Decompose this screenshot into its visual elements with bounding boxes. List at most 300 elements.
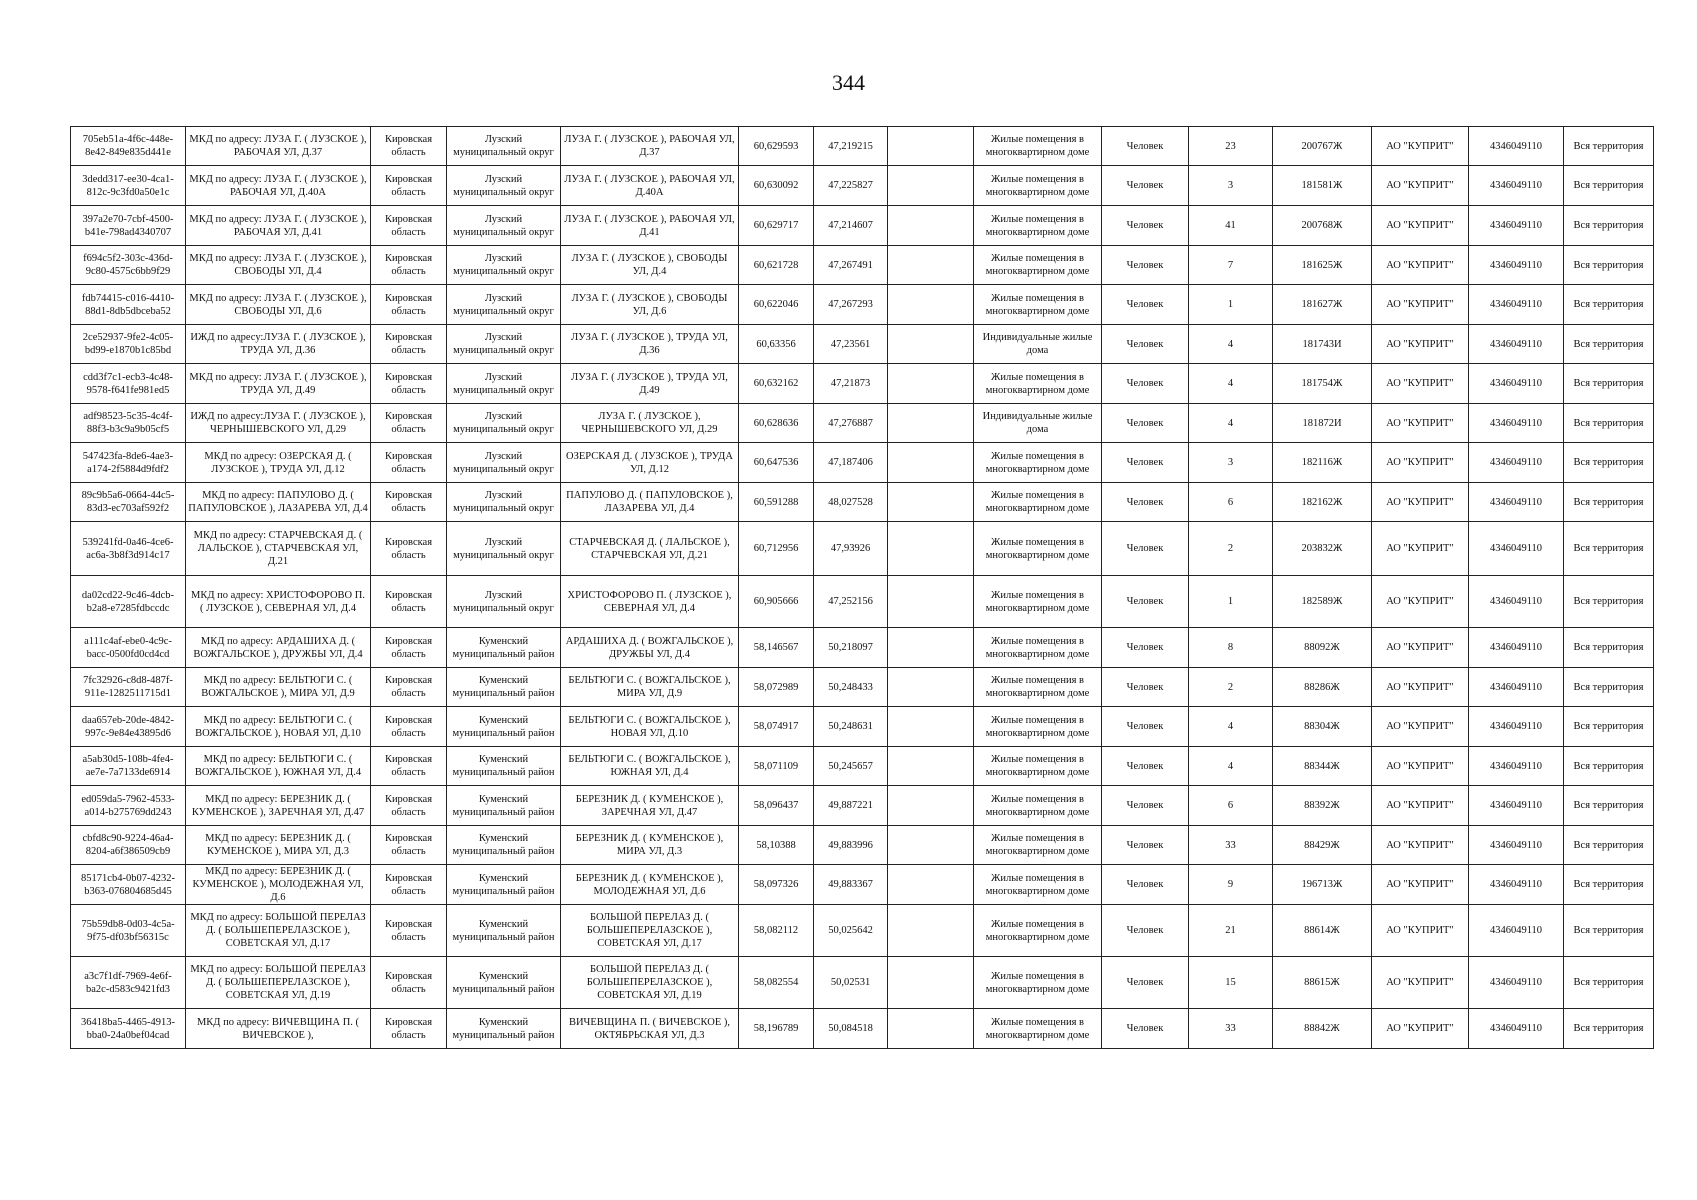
cell-region: Кировская область	[371, 707, 447, 747]
cell-unit: Человек	[1102, 576, 1189, 628]
cell-object-code: 196713Ж	[1273, 865, 1372, 905]
cell-latitude: 58,082112	[739, 905, 814, 957]
cell-object-code: 88092Ж	[1273, 628, 1372, 668]
cell-territory: Вся территория	[1564, 404, 1654, 443]
cell-object-category: Жилые помещения в многоквартирном доме	[974, 364, 1102, 404]
cell-count: 3	[1189, 443, 1273, 483]
cell-longitude: 47,267491	[814, 246, 888, 285]
cell-region: Кировская область	[371, 957, 447, 1009]
cell-inn: 4346049110	[1469, 246, 1564, 285]
cell-unit: Человек	[1102, 826, 1189, 865]
cell-longitude: 50,248433	[814, 668, 888, 707]
cell-longitude: 47,214607	[814, 206, 888, 246]
cell-territory: Вся территория	[1564, 1009, 1654, 1049]
cell-territory: Вся территория	[1564, 747, 1654, 786]
cell-territory: Вся территория	[1564, 707, 1654, 747]
cell-region: Кировская область	[371, 576, 447, 628]
cell-address: ЛУЗА Г. ( ЛУЗСКОЕ ), ТРУДА УЛ, Д.49	[561, 364, 739, 404]
cell-latitude: 58,097326	[739, 865, 814, 905]
cell-inn: 4346049110	[1469, 404, 1564, 443]
cell-region: Кировская область	[371, 206, 447, 246]
cell-municipality: Лузский муниципальный округ	[447, 443, 561, 483]
cell-unit: Человек	[1102, 747, 1189, 786]
cell-unit: Человек	[1102, 483, 1189, 522]
cell-inn: 4346049110	[1469, 364, 1564, 404]
cell-inn: 4346049110	[1469, 905, 1564, 957]
cell-count: 4	[1189, 707, 1273, 747]
cell-municipality: Лузский муниципальный округ	[447, 166, 561, 206]
cell-address: БЕЛЬТЮГИ С. ( ВОЖГАЛЬСКОЕ ), МИРА УЛ, Д.9	[561, 668, 739, 707]
cell-object-description: МКД по адресу: ОЗЕРСКАЯ Д. ( ЛУЗСКОЕ ), ТРУДА УЛ, Д.12	[186, 443, 371, 483]
cell-object-category: Жилые помещения в многоквартирном доме	[974, 707, 1102, 747]
cell-empty-field	[888, 246, 974, 285]
cell-region: Кировская область	[371, 364, 447, 404]
cell-address: БЕЛЬТЮГИ С. ( ВОЖГАЛЬСКОЕ ), НОВАЯ УЛ, Д.10	[561, 707, 739, 747]
cell-organization: АО "КУПРИТ"	[1372, 246, 1469, 285]
cell-unit: Человек	[1102, 246, 1189, 285]
cell-object-category: Жилые помещения в многоквартирном доме	[974, 166, 1102, 206]
cell-address: ХРИСТОФОРОВО П. ( ЛУЗСКОЕ ), СЕВЕРНАЯ УЛ, Д.4	[561, 576, 739, 628]
cell-territory: Вся территория	[1564, 364, 1654, 404]
table-row	[71, 443, 1654, 483]
cell-organization: АО "КУПРИТ"	[1372, 707, 1469, 747]
cell-municipality: Куменский муниципальный район	[447, 865, 561, 905]
cell-organization: АО "КУПРИТ"	[1372, 325, 1469, 364]
cell-count: 23	[1189, 127, 1273, 166]
cell-territory: Вся территория	[1564, 246, 1654, 285]
cell-longitude: 47,252156	[814, 576, 888, 628]
table-row	[71, 957, 1654, 1009]
cell-object-category: Жилые помещения в многоквартирном доме	[974, 1009, 1102, 1049]
cell-count: 4	[1189, 325, 1273, 364]
cell-address: БОЛЬШОЙ ПЕРЕЛАЗ Д. ( БОЛЬШЕПЕРЕЛАЗСКОЕ ), СОВЕТСКАЯ УЛ, Д.17	[561, 905, 739, 957]
cell-inn: 4346049110	[1469, 826, 1564, 865]
cell-inn: 4346049110	[1469, 576, 1564, 628]
cell-empty-field	[888, 404, 974, 443]
cell-empty-field	[888, 522, 974, 576]
table-row	[71, 747, 1654, 786]
cell-object-code: 181625Ж	[1273, 246, 1372, 285]
cell-object-category: Жилые помещения в многоквартирном доме	[974, 865, 1102, 905]
cell-object-description: МКД по адресу: ВИЧЕВЩИНА П. ( ВИЧЕВСКОЕ ),	[186, 1009, 371, 1049]
cell-record-id: 7fc32926-c8d8-487f-911e-1282511715d1	[71, 668, 186, 707]
cell-record-id: 36418ba5-4465-4913-bba0-24a0bef04cad	[71, 1009, 186, 1049]
cell-longitude: 49,883996	[814, 826, 888, 865]
cell-region: Кировская область	[371, 325, 447, 364]
cell-inn: 4346049110	[1469, 747, 1564, 786]
cell-organization: АО "КУПРИТ"	[1372, 747, 1469, 786]
cell-territory: Вся территория	[1564, 483, 1654, 522]
cell-latitude: 60,63356	[739, 325, 814, 364]
cell-organization: АО "КУПРИТ"	[1372, 443, 1469, 483]
cell-record-id: 89c9b5a6-0664-44c5-83d3-ec703af592f2	[71, 483, 186, 522]
cell-object-description: МКД по адресу: ПАПУЛОВО Д. ( ПАПУЛОВСКОЕ ), ЛАЗАРЕВА УЛ, Д.4	[186, 483, 371, 522]
cell-record-id: cbfd8c90-9224-46a4-8204-a6f386509cb9	[71, 826, 186, 865]
table-row	[71, 786, 1654, 826]
cell-territory: Вся территория	[1564, 628, 1654, 668]
cell-organization: АО "КУПРИТ"	[1372, 576, 1469, 628]
cell-municipality: Лузский муниципальный округ	[447, 127, 561, 166]
cell-object-description: МКД по адресу: ХРИСТОФОРОВО П. ( ЛУЗСКОЕ ), СЕВЕРНАЯ УЛ, Д.4	[186, 576, 371, 628]
cell-empty-field	[888, 905, 974, 957]
cell-empty-field	[888, 364, 974, 404]
cell-organization: АО "КУПРИТ"	[1372, 364, 1469, 404]
cell-object-description: МКД по адресу: БЕЛЬТЮГИ С. ( ВОЖГАЛЬСКОЕ ), МИРА УЛ, Д.9	[186, 668, 371, 707]
cell-record-id: ed059da5-7962-4533-a014-b275769dd243	[71, 786, 186, 826]
cell-inn: 4346049110	[1469, 206, 1564, 246]
cell-count: 4	[1189, 747, 1273, 786]
cell-municipality: Лузский муниципальный округ	[447, 364, 561, 404]
cell-inn: 4346049110	[1469, 127, 1564, 166]
cell-region: Кировская область	[371, 668, 447, 707]
cell-latitude: 58,146567	[739, 628, 814, 668]
cell-empty-field	[888, 786, 974, 826]
cell-record-id: f694c5f2-303c-436d-9c80-4575c6bb9f29	[71, 246, 186, 285]
cell-object-code: 88842Ж	[1273, 1009, 1372, 1049]
cell-region: Кировская область	[371, 747, 447, 786]
cell-empty-field	[888, 576, 974, 628]
cell-organization: АО "КУПРИТ"	[1372, 1009, 1469, 1049]
cell-object-category: Жилые помещения в многоквартирном доме	[974, 905, 1102, 957]
cell-unit: Человек	[1102, 166, 1189, 206]
cell-longitude: 50,025642	[814, 905, 888, 957]
cell-record-id: 3dedd317-ee30-4ca1-812c-9c3fd0a50e1c	[71, 166, 186, 206]
cell-address: БЕЛЬТЮГИ С. ( ВОЖГАЛЬСКОЕ ), ЮЖНАЯ УЛ, Д.4	[561, 747, 739, 786]
cell-longitude: 47,219215	[814, 127, 888, 166]
cell-object-code: 181627Ж	[1273, 285, 1372, 325]
cell-object-description: МКД по адресу: БЕРЕЗНИК Д. ( КУМЕНСКОЕ ), МИРА УЛ, Д.3	[186, 826, 371, 865]
cell-longitude: 48,027528	[814, 483, 888, 522]
cell-unit: Человек	[1102, 668, 1189, 707]
cell-address: БЕРЕЗНИК Д. ( КУМЕНСКОЕ ), ЗАРЕЧНАЯ УЛ, Д.47	[561, 786, 739, 826]
cell-municipality: Лузский муниципальный округ	[447, 325, 561, 364]
cell-latitude: 60,712956	[739, 522, 814, 576]
table-row	[71, 285, 1654, 325]
cell-territory: Вся территория	[1564, 443, 1654, 483]
cell-latitude: 60,622046	[739, 285, 814, 325]
cell-object-description: МКД по адресу: БЕЛЬТЮГИ С. ( ВОЖГАЛЬСКОЕ ), ЮЖНАЯ УЛ, Д.4	[186, 747, 371, 786]
cell-region: Кировская область	[371, 905, 447, 957]
cell-region: Кировская область	[371, 1009, 447, 1049]
cell-empty-field	[888, 826, 974, 865]
cell-record-id: 2ce52937-9fe2-4c05-bd99-e1870b1c85bd	[71, 325, 186, 364]
cell-object-description: ИЖД по адресу:ЛУЗА Г. ( ЛУЗСКОЕ ), ТРУДА УЛ, Д.36	[186, 325, 371, 364]
cell-object-description: МКД по адресу: БОЛЬШОЙ ПЕРЕЛАЗ Д. ( БОЛЬШЕПЕРЕЛАЗСКОЕ ), СОВЕТСКАЯ УЛ, Д.19	[186, 957, 371, 1009]
table-row	[71, 628, 1654, 668]
cell-object-description: МКД по адресу: ЛУЗА Г. ( ЛУЗСКОЕ ), СВОБОДЫ УЛ, Д.6	[186, 285, 371, 325]
cell-latitude: 58,196789	[739, 1009, 814, 1049]
table-row	[71, 483, 1654, 522]
cell-region: Кировская область	[371, 628, 447, 668]
cell-longitude: 49,887221	[814, 786, 888, 826]
cell-object-category: Жилые помещения в многоквартирном доме	[974, 668, 1102, 707]
cell-territory: Вся территория	[1564, 522, 1654, 576]
cell-object-description: МКД по адресу: БЕРЕЗНИК Д. ( КУМЕНСКОЕ ), МОЛОДЕЖНАЯ УЛ, Д.6	[186, 865, 371, 905]
cell-object-category: Жилые помещения в многоквартирном доме	[974, 522, 1102, 576]
cell-address: ЛУЗА Г. ( ЛУЗСКОЕ ), СВОБОДЫ УЛ, Д.6	[561, 285, 739, 325]
cell-address: ЛУЗА Г. ( ЛУЗСКОЕ ), РАБОЧАЯ УЛ, Д.41	[561, 206, 739, 246]
cell-empty-field	[888, 957, 974, 1009]
cell-count: 2	[1189, 668, 1273, 707]
cell-object-code: 88392Ж	[1273, 786, 1372, 826]
cell-object-code: 88429Ж	[1273, 826, 1372, 865]
cell-municipality: Лузский муниципальный округ	[447, 483, 561, 522]
cell-municipality: Куменский муниципальный район	[447, 786, 561, 826]
cell-territory: Вся территория	[1564, 285, 1654, 325]
cell-object-description: МКД по адресу: ЛУЗА Г. ( ЛУЗСКОЕ ), РАБОЧАЯ УЛ, Д.41	[186, 206, 371, 246]
cell-organization: АО "КУПРИТ"	[1372, 166, 1469, 206]
cell-inn: 4346049110	[1469, 522, 1564, 576]
cell-longitude: 50,218097	[814, 628, 888, 668]
cell-object-category: Жилые помещения в многоквартирном доме	[974, 576, 1102, 628]
cell-unit: Человек	[1102, 786, 1189, 826]
cell-region: Кировская область	[371, 166, 447, 206]
cell-municipality: Лузский муниципальный округ	[447, 285, 561, 325]
cell-region: Кировская область	[371, 826, 447, 865]
cell-unit: Человек	[1102, 707, 1189, 747]
cell-count: 33	[1189, 826, 1273, 865]
cell-empty-field	[888, 127, 974, 166]
cell-count: 1	[1189, 576, 1273, 628]
cell-organization: АО "КУПРИТ"	[1372, 404, 1469, 443]
table-row	[71, 865, 1654, 905]
table-row	[71, 166, 1654, 206]
cell-object-description: МКД по адресу: БОЛЬШОЙ ПЕРЕЛАЗ Д. ( БОЛЬШЕПЕРЕЛАЗСКОЕ ), СОВЕТСКАЯ УЛ, Д.17	[186, 905, 371, 957]
registry-table	[70, 126, 1654, 1049]
cell-empty-field	[888, 166, 974, 206]
cell-territory: Вся территория	[1564, 576, 1654, 628]
cell-municipality: Куменский муниципальный район	[447, 1009, 561, 1049]
cell-object-description: МКД по адресу: БЕЛЬТЮГИ С. ( ВОЖГАЛЬСКОЕ ), НОВАЯ УЛ, Д.10	[186, 707, 371, 747]
cell-territory: Вся территория	[1564, 166, 1654, 206]
cell-count: 8	[1189, 628, 1273, 668]
cell-object-category: Индивидуальные жилые дома	[974, 404, 1102, 443]
cell-latitude: 60,629593	[739, 127, 814, 166]
cell-organization: АО "КУПРИТ"	[1372, 865, 1469, 905]
cell-territory: Вся территория	[1564, 325, 1654, 364]
cell-unit: Человек	[1102, 628, 1189, 668]
cell-longitude: 50,248631	[814, 707, 888, 747]
cell-object-description: МКД по адресу: АРДАШИХА Д. ( ВОЖГАЛЬСКОЕ ), ДРУЖБЫ УЛ, Д.4	[186, 628, 371, 668]
cell-record-id: 75b59db8-0d03-4c5a-9f75-df03bf56315c	[71, 905, 186, 957]
cell-organization: АО "КУПРИТ"	[1372, 285, 1469, 325]
cell-object-code: 181754Ж	[1273, 364, 1372, 404]
cell-count: 33	[1189, 1009, 1273, 1049]
cell-object-code: 203832Ж	[1273, 522, 1372, 576]
table-row	[71, 522, 1654, 576]
cell-count: 2	[1189, 522, 1273, 576]
cell-object-code: 181581Ж	[1273, 166, 1372, 206]
cell-count: 15	[1189, 957, 1273, 1009]
cell-organization: АО "КУПРИТ"	[1372, 127, 1469, 166]
cell-empty-field	[888, 865, 974, 905]
cell-object-category: Жилые помещения в многоквартирном доме	[974, 747, 1102, 786]
cell-object-code: 182116Ж	[1273, 443, 1372, 483]
cell-object-description: ИЖД по адресу:ЛУЗА Г. ( ЛУЗСКОЕ ), ЧЕРНЫШЕВСКОГО УЛ, Д.29	[186, 404, 371, 443]
cell-inn: 4346049110	[1469, 957, 1564, 1009]
cell-count: 4	[1189, 364, 1273, 404]
table-row	[71, 246, 1654, 285]
cell-empty-field	[888, 628, 974, 668]
cell-longitude: 47,187406	[814, 443, 888, 483]
cell-count: 3	[1189, 166, 1273, 206]
cell-object-code: 200767Ж	[1273, 127, 1372, 166]
cell-territory: Вся территория	[1564, 786, 1654, 826]
table-row	[71, 707, 1654, 747]
cell-latitude: 58,082554	[739, 957, 814, 1009]
cell-object-category: Жилые помещения в многоквартирном доме	[974, 826, 1102, 865]
cell-record-id: 85171cb4-0b07-4232-b363-076804685d45	[71, 865, 186, 905]
cell-unit: Человек	[1102, 206, 1189, 246]
cell-object-category: Индивидуальные жилые дома	[974, 325, 1102, 364]
cell-latitude: 60,630092	[739, 166, 814, 206]
cell-object-category: Жилые помещения в многоквартирном доме	[974, 127, 1102, 166]
cell-object-description: МКД по адресу: ЛУЗА Г. ( ЛУЗСКОЕ ), РАБОЧАЯ УЛ, Д.37	[186, 127, 371, 166]
cell-unit: Человек	[1102, 1009, 1189, 1049]
cell-empty-field	[888, 483, 974, 522]
cell-inn: 4346049110	[1469, 668, 1564, 707]
cell-record-id: 547423fa-8de6-4ae3-a174-2f5884d9fdf2	[71, 443, 186, 483]
cell-address: ОЗЕРСКАЯ Д. ( ЛУЗСКОЕ ), ТРУДА УЛ, Д.12	[561, 443, 739, 483]
cell-inn: 4346049110	[1469, 1009, 1564, 1049]
table-row	[71, 364, 1654, 404]
cell-empty-field	[888, 206, 974, 246]
table-row	[71, 905, 1654, 957]
cell-region: Кировская область	[371, 127, 447, 166]
cell-address: ЛУЗА Г. ( ЛУЗСКОЕ ), РАБОЧАЯ УЛ, Д.37	[561, 127, 739, 166]
cell-object-code: 200768Ж	[1273, 206, 1372, 246]
cell-municipality: Куменский муниципальный район	[447, 628, 561, 668]
cell-object-description: МКД по адресу: ЛУЗА Г. ( ЛУЗСКОЕ ), СВОБОДЫ УЛ, Д.4	[186, 246, 371, 285]
cell-record-id: adf98523-5c35-4c4f-88f3-b3c9a9b05cf5	[71, 404, 186, 443]
cell-address: СТАРЧЕВСКАЯ Д. ( ЛАЛЬСКОЕ ), СТАРЧЕВСКАЯ УЛ, Д.21	[561, 522, 739, 576]
cell-object-code: 88614Ж	[1273, 905, 1372, 957]
cell-latitude: 60,905666	[739, 576, 814, 628]
cell-longitude: 49,883367	[814, 865, 888, 905]
cell-longitude: 47,93926	[814, 522, 888, 576]
cell-object-description: МКД по адресу: ЛУЗА Г. ( ЛУЗСКОЕ ), РАБОЧАЯ УЛ, Д.40А	[186, 166, 371, 206]
cell-organization: АО "КУПРИТ"	[1372, 905, 1469, 957]
cell-unit: Человек	[1102, 957, 1189, 1009]
cell-unit: Человек	[1102, 522, 1189, 576]
cell-empty-field	[888, 747, 974, 786]
cell-object-description: МКД по адресу: СТАРЧЕВСКАЯ Д. ( ЛАЛЬСКОЕ ), СТАРЧЕВСКАЯ УЛ, Д.21	[186, 522, 371, 576]
cell-object-category: Жилые помещения в многоквартирном доме	[974, 246, 1102, 285]
cell-inn: 4346049110	[1469, 325, 1564, 364]
cell-municipality: Куменский муниципальный район	[447, 957, 561, 1009]
cell-latitude: 58,10388	[739, 826, 814, 865]
cell-address: БОЛЬШОЙ ПЕРЕЛАЗ Д. ( БОЛЬШЕПЕРЕЛАЗСКОЕ ), СОВЕТСКАЯ УЛ, Д.19	[561, 957, 739, 1009]
cell-municipality: Куменский муниципальный район	[447, 668, 561, 707]
cell-object-description: МКД по адресу: БЕРЕЗНИК Д. ( КУМЕНСКОЕ ), ЗАРЕЧНАЯ УЛ, Д.47	[186, 786, 371, 826]
cell-region: Кировская область	[371, 865, 447, 905]
cell-latitude: 60,621728	[739, 246, 814, 285]
cell-municipality: Лузский муниципальный округ	[447, 206, 561, 246]
cell-longitude: 50,084518	[814, 1009, 888, 1049]
cell-region: Кировская область	[371, 786, 447, 826]
cell-count: 6	[1189, 786, 1273, 826]
cell-latitude: 60,632162	[739, 364, 814, 404]
cell-object-category: Жилые помещения в многоквартирном доме	[974, 443, 1102, 483]
cell-inn: 4346049110	[1469, 483, 1564, 522]
cell-record-id: fdb74415-c016-4410-88d1-8db5dbceba52	[71, 285, 186, 325]
cell-object-code: 88286Ж	[1273, 668, 1372, 707]
cell-longitude: 47,21873	[814, 364, 888, 404]
cell-object-description: МКД по адресу: ЛУЗА Г. ( ЛУЗСКОЕ ), ТРУДА УЛ, Д.49	[186, 364, 371, 404]
cell-longitude: 47,267293	[814, 285, 888, 325]
cell-count: 21	[1189, 905, 1273, 957]
cell-count: 41	[1189, 206, 1273, 246]
cell-municipality: Лузский муниципальный округ	[447, 246, 561, 285]
cell-unit: Человек	[1102, 364, 1189, 404]
cell-count: 6	[1189, 483, 1273, 522]
cell-territory: Вся территория	[1564, 127, 1654, 166]
cell-territory: Вся территория	[1564, 905, 1654, 957]
cell-empty-field	[888, 668, 974, 707]
cell-municipality: Лузский муниципальный округ	[447, 404, 561, 443]
cell-municipality: Куменский муниципальный район	[447, 747, 561, 786]
cell-count: 1	[1189, 285, 1273, 325]
cell-latitude: 60,647536	[739, 443, 814, 483]
cell-empty-field	[888, 1009, 974, 1049]
cell-record-id: 705eb51a-4f6c-448e-8e42-849e835d441e	[71, 127, 186, 166]
cell-address: ПАПУЛОВО Д. ( ПАПУЛОВСКОЕ ), ЛАЗАРЕВА УЛ, Д.4	[561, 483, 739, 522]
cell-inn: 4346049110	[1469, 707, 1564, 747]
cell-inn: 4346049110	[1469, 166, 1564, 206]
cell-record-id: daa657eb-20de-4842-997c-9e84e43895d6	[71, 707, 186, 747]
cell-address: ЛУЗА Г. ( ЛУЗСКОЕ ), СВОБОДЫ УЛ, Д.4	[561, 246, 739, 285]
cell-address: ЛУЗА Г. ( ЛУЗСКОЕ ), РАБОЧАЯ УЛ, Д.40А	[561, 166, 739, 206]
cell-organization: АО "КУПРИТ"	[1372, 826, 1469, 865]
cell-municipality: Лузский муниципальный округ	[447, 522, 561, 576]
cell-object-category: Жилые помещения в многоквартирном доме	[974, 628, 1102, 668]
cell-inn: 4346049110	[1469, 443, 1564, 483]
cell-count: 9	[1189, 865, 1273, 905]
cell-inn: 4346049110	[1469, 628, 1564, 668]
cell-empty-field	[888, 325, 974, 364]
cell-object-category: Жилые помещения в многоквартирном доме	[974, 285, 1102, 325]
cell-object-code: 181743И	[1273, 325, 1372, 364]
cell-empty-field	[888, 443, 974, 483]
cell-empty-field	[888, 707, 974, 747]
cell-object-code: 88615Ж	[1273, 957, 1372, 1009]
cell-longitude: 47,225827	[814, 166, 888, 206]
cell-organization: АО "КУПРИТ"	[1372, 786, 1469, 826]
cell-unit: Человек	[1102, 285, 1189, 325]
cell-address: БЕРЕЗНИК Д. ( КУМЕНСКОЕ ), МОЛОДЕЖНАЯ УЛ, Д.6	[561, 865, 739, 905]
cell-organization: АО "КУПРИТ"	[1372, 957, 1469, 1009]
cell-unit: Человек	[1102, 325, 1189, 364]
cell-latitude: 58,096437	[739, 786, 814, 826]
table-row	[71, 404, 1654, 443]
cell-region: Кировская область	[371, 522, 447, 576]
cell-territory: Вся территория	[1564, 957, 1654, 1009]
cell-inn: 4346049110	[1469, 865, 1564, 905]
cell-address: ВИЧЕВЩИНА П. ( ВИЧЕВСКОЕ ), ОКТЯБРЬСКАЯ УЛ, Д.3	[561, 1009, 739, 1049]
cell-territory: Вся территория	[1564, 865, 1654, 905]
cell-object-code: 182162Ж	[1273, 483, 1372, 522]
table-row	[71, 826, 1654, 865]
cell-object-code: 88304Ж	[1273, 707, 1372, 747]
table-row	[71, 127, 1654, 166]
cell-territory: Вся территория	[1564, 826, 1654, 865]
cell-address: ЛУЗА Г. ( ЛУЗСКОЕ ), ТРУДА УЛ, Д.36	[561, 325, 739, 364]
cell-unit: Человек	[1102, 404, 1189, 443]
cell-address: АРДАШИХА Д. ( ВОЖГАЛЬСКОЕ ), ДРУЖБЫ УЛ, Д.4	[561, 628, 739, 668]
cell-territory: Вся территория	[1564, 206, 1654, 246]
cell-organization: АО "КУПРИТ"	[1372, 206, 1469, 246]
table-row	[71, 668, 1654, 707]
